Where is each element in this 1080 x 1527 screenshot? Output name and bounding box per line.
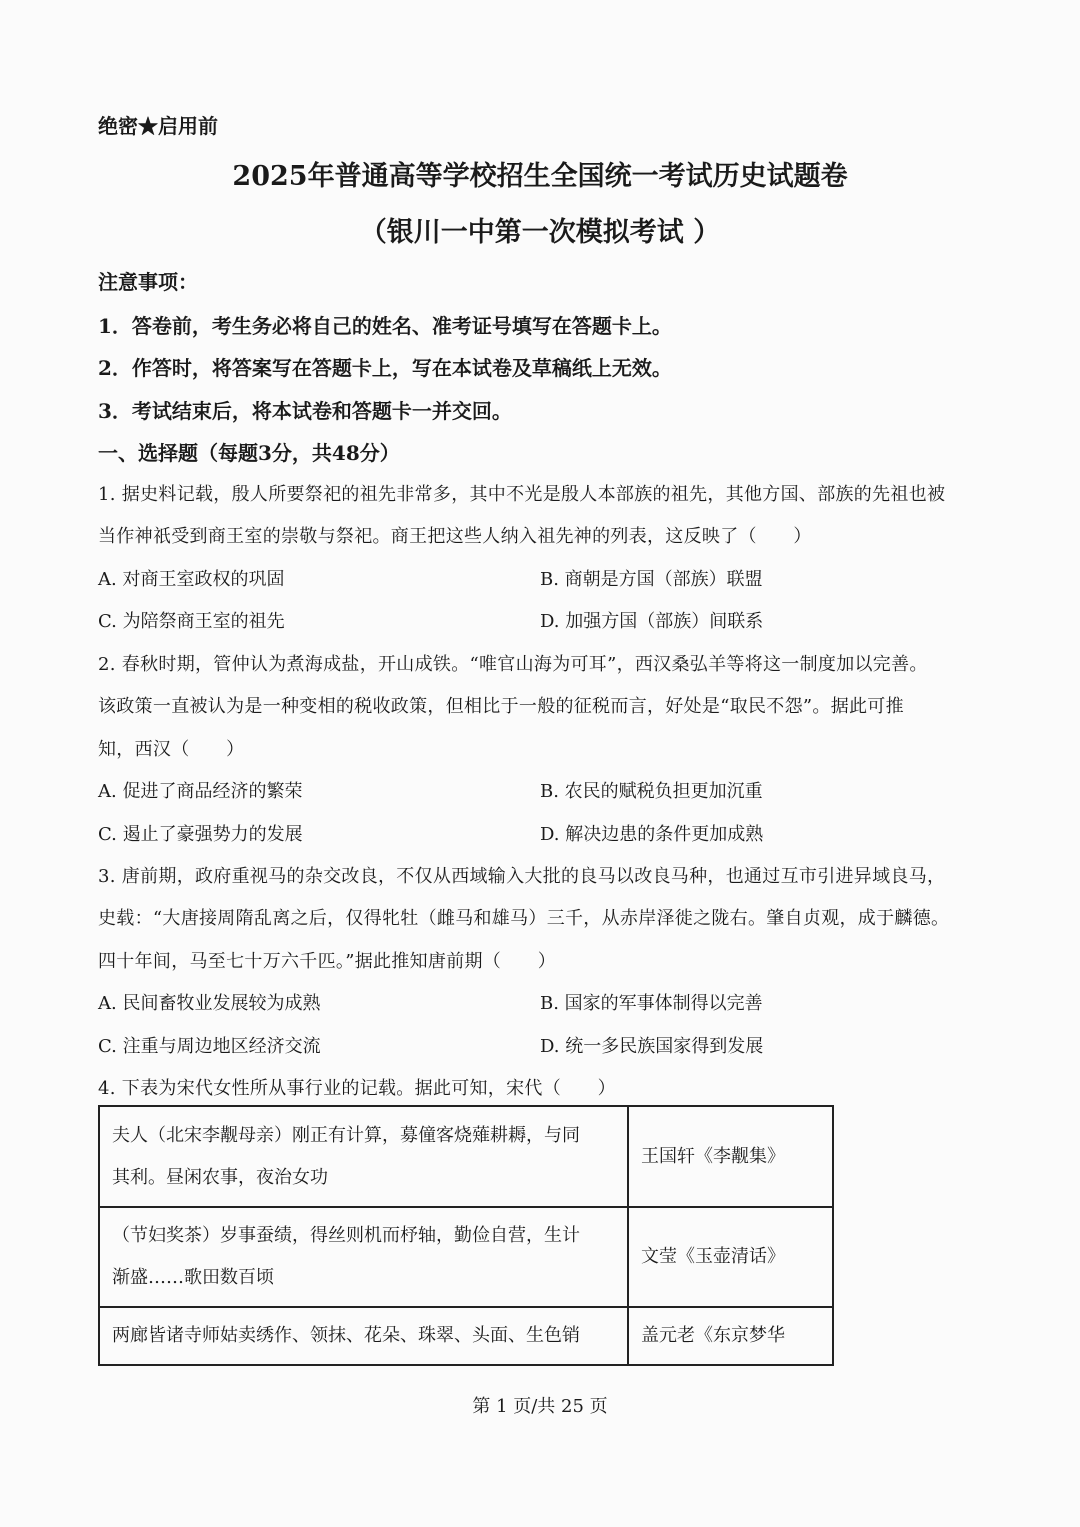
question-3-option-d: D. 统一多民族国家得到发展	[540, 1036, 764, 1057]
question-4-line: 4. 下表为宋代女性所从事行业的记载。据此可知，宋代（ ）	[98, 1078, 616, 1099]
question-2-line: 2. 春秋时期，管仲认为煮海成盐，开山成铁。“唯官山海为可耳”，西汉桑弘羊等将这一制度加以完善。	[98, 654, 928, 675]
note-item: 2．作答时，将答案写在答题卡上，写在本试卷及草稿纸上无效。	[98, 356, 672, 380]
table-row	[99, 1307, 833, 1365]
cell-line: 两廊皆诸寺师姑卖绣作、领抹、花朵、珠翠、头面、生色销	[112, 1325, 580, 1346]
cell-line: （节妇奖茶）岁事蚕绩，得丝则机而杼轴，勤俭自营，生计	[112, 1225, 580, 1246]
note-item: 3．考试结束后，将本试卷和答题卡一并交回。	[98, 399, 512, 423]
notes-heading: 注意事项：	[98, 270, 198, 294]
question-1-option-a: A. 对商王室政权的巩固	[98, 569, 285, 590]
question-3-option-c: C. 注重与周边地区经济交流	[98, 1036, 321, 1057]
cell-line: 夫人（北宋李觏母亲）刚正有计算，募僮客烧薙耕耨，与同	[112, 1124, 580, 1146]
question-2-line: 该政策一直被认为是一种变相的税收政策，但相比于一般的征税而言，好处是“取民不怨”。据此可推	[98, 696, 904, 717]
question-2-option-b: B. 农民的赋税负担更加沉重	[540, 781, 763, 802]
question-2-option-c: C. 遏止了豪强势力的发展	[98, 824, 303, 845]
table-cell-source: 盖元老《东京梦华	[628, 1307, 833, 1365]
table-cell-source: 文莹《玉壶清话》	[628, 1207, 833, 1307]
exam-subtitle: （银川一中第一次模拟考试 ）	[359, 217, 721, 248]
page-number: 第 1 页/共 25 页	[472, 1396, 608, 1417]
question-2-option-d: D. 解决边患的条件更加成熟	[540, 824, 764, 845]
question-1-line: 1. 据史料记载，殷人所要祭祀的祖先非常多，其中不光是殷人本部族的祖先，其他方国、部族的先祖也被	[98, 484, 946, 505]
question-3-option-a: A. 民间畜牧业发展较为成熟	[98, 993, 321, 1014]
table-cell-content	[99, 1307, 628, 1365]
table-cell-content	[99, 1207, 628, 1307]
question-2-line: 知，西汉（ ）	[98, 739, 245, 760]
exam-title: 2025年普通高等学校招生全国统一考试历史试题卷	[232, 161, 848, 192]
table-row	[99, 1207, 833, 1307]
question-3-option-b: B. 国家的军事体制得以完善	[540, 993, 763, 1014]
section-heading: 一、选择题（每题3分，共48分）	[98, 441, 400, 465]
question-2-option-a: A. 促进了商品经济的繁荣	[98, 781, 303, 802]
question-3-line: 四十年间，马至七十万六千匹。”据此推知唐前期（ ）	[98, 951, 556, 972]
sources-table	[98, 1105, 834, 1366]
question-1-line: 当作神祇受到商王室的崇敬与祭祀。商王把这些人纳入祖先神的列表，这反映了（ ）	[98, 526, 812, 547]
question-3-line: 史载：“大唐接周隋乱离之后，仅得牝牡（雌马和雄马）三千，从赤岸泽徙之陇右。肇自贞观，成于麟德。	[98, 908, 950, 929]
question-1-option-b: B. 商朝是方国（部族）联盟	[540, 569, 763, 590]
table-row	[99, 1106, 833, 1207]
question-3-line: 3. 唐前期，政府重视马的杂交改良，不仅从西域输入大批的良马以改良马种，也通过互市引进异域良马，	[98, 866, 946, 887]
question-1-option-c: C. 为陪祭商王室的祖先	[98, 611, 285, 632]
note-item: 1．答卷前，考生务必将自己的姓名、准考证号填写在答题卡上。	[98, 314, 672, 338]
question-1-option-d: D. 加强方国（部族）间联系	[540, 611, 764, 632]
confidential-label: 绝密★启用前	[98, 114, 218, 138]
table-cell-content	[99, 1106, 628, 1207]
table-cell-source: 王国轩《李觏集》	[628, 1106, 833, 1207]
cell-line: 渐盛……歌田数百顷	[112, 1267, 274, 1288]
cell-line: 其利。昼闲农事，夜治女功	[112, 1166, 328, 1188]
